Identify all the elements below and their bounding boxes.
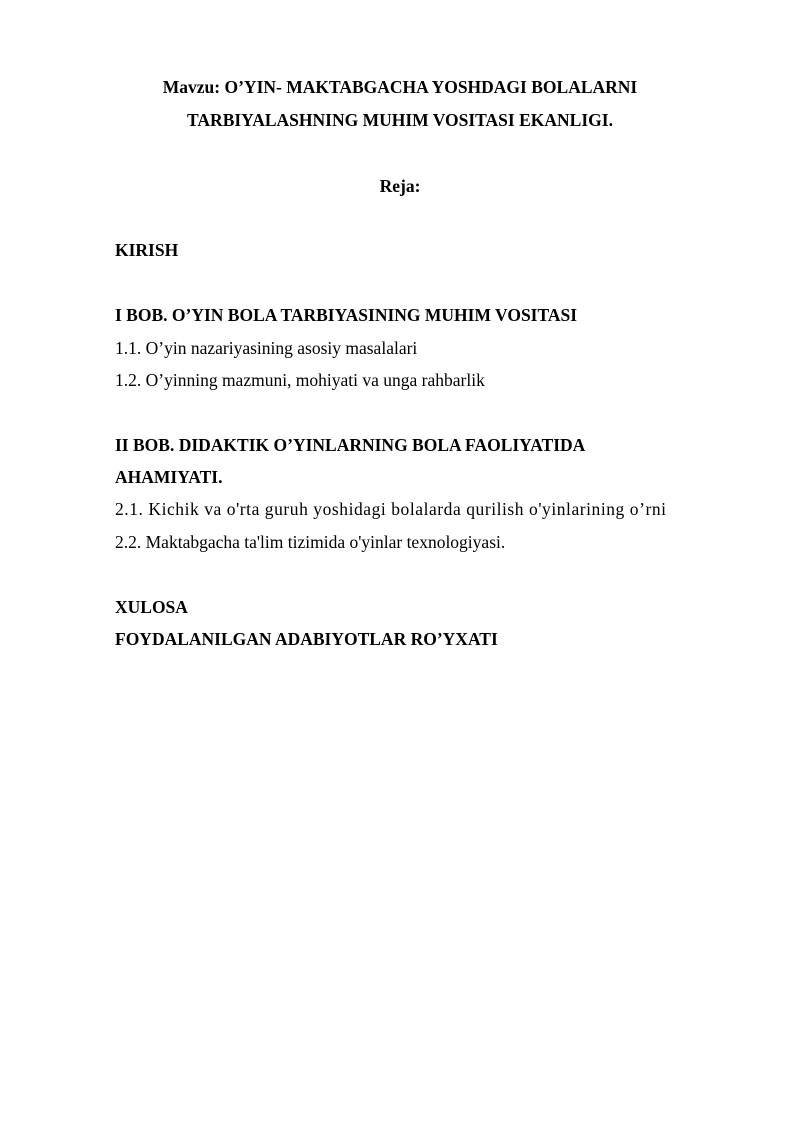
chapter1-item-1: 1.1. O’yin nazariyasining asosiy masalalari <box>115 338 418 358</box>
title-line-1: Mavzu: O’YIN- MAKTABGACHA YOSHDAGI BOLALARNI <box>162 77 638 97</box>
intro-heading: KIRISH <box>115 240 179 260</box>
chapter1-item-2: 1.2. O’yinning mazmuni, mohiyati va unga rahbarlik <box>115 370 485 390</box>
chapter2-item-2: 2.2. Maktabgacha ta'lim tizimida o'yinlar texnologiyasi. <box>115 532 506 552</box>
plan-heading: Reja: <box>379 176 421 196</box>
chapter2-item-1: 2.1. Kichik va o'rta guruh yoshidagi bolalarda qurilish o'yinlarining o’rni <box>115 499 667 519</box>
title-line-2: TARBIYALASHNING MUHIM VOSITASI EKANLIGI. <box>187 110 613 130</box>
chapter1-heading: I BOB. O’YIN BOLA TARBIYASINING MUHIM VOSITASI <box>115 305 578 325</box>
chapter2-heading-line-2: AHAMIYATI. <box>115 467 223 487</box>
conclusion-heading: XULOSA <box>115 597 188 617</box>
chapter2-heading-line-1: II BOB. DIDAKTIK O’YINLARNING BOLA FAOLIYATIDA <box>115 435 586 455</box>
references-heading: FOYDALANILGAN ADABIYOTLAR RO’YXATI <box>115 629 498 649</box>
